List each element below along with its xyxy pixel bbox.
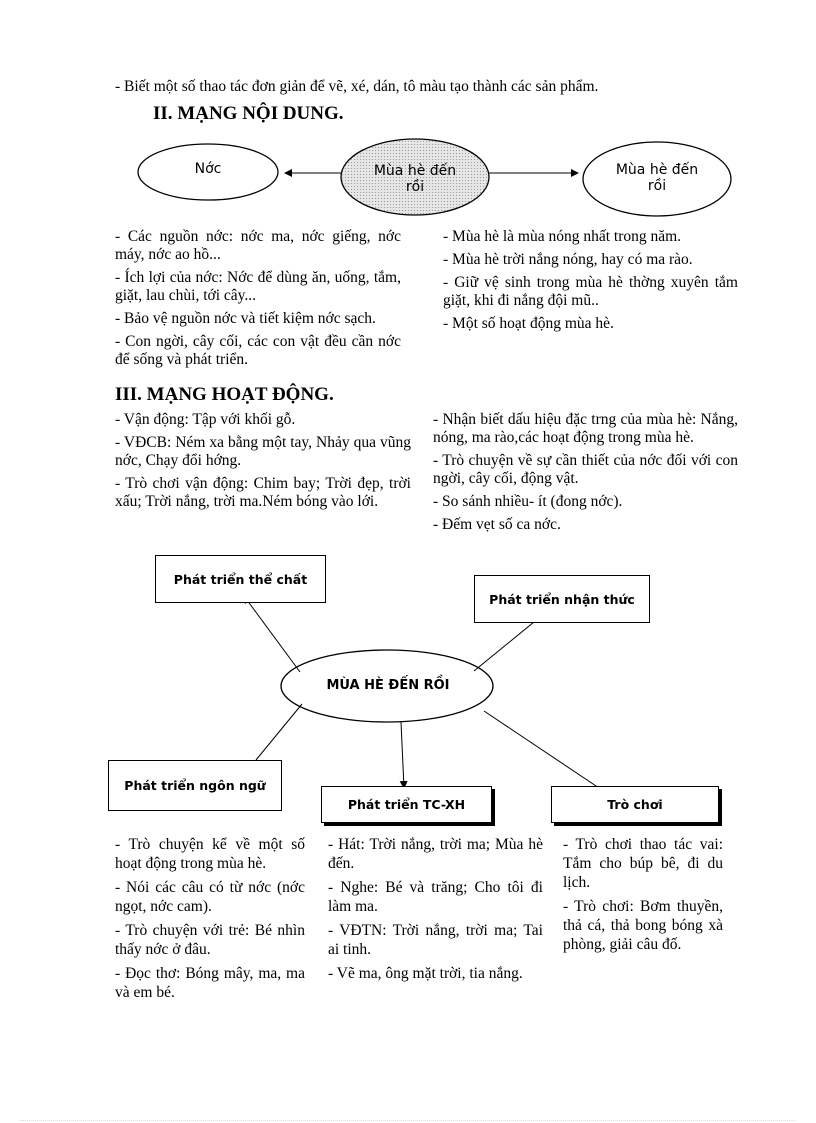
list-item: - Bảo vệ nguồn nớc và tiết kiệm nớc sạch.: [115, 310, 376, 327]
section2-title: II. MẠNG NỘI DUNG.: [153, 103, 344, 124]
list-item: - Vận động: Tập với khối gỗ.: [115, 411, 296, 428]
list-item: - Trò chơi thao tác vai: Tắm cho búp bê, đi du lịch.: [563, 836, 723, 891]
list-item: - Nói các câu có từ nớc (nớc ngọt, nớc cam).: [115, 879, 305, 915]
box-games: Trò chơi: [551, 786, 719, 823]
list-item: - Một số hoạt động mùa hè.: [443, 315, 614, 332]
physical-activity-list: [115, 411, 411, 516]
box-physical-development: Phát triển thể chất: [155, 555, 326, 603]
box-language-development: Phát triển ngôn ngữ: [108, 760, 282, 811]
arrow-to-social: [401, 722, 404, 788]
social-activity-list: [328, 835, 543, 988]
list-item: - Ích lợi của nớc: Nớc để dùng ăn, uống, tắm, giặt, lau chùi, tới cây...: [115, 269, 401, 304]
list-item: - Trò chuyện với trẻ: Bé nhìn thấy nớc ở đâu.: [115, 922, 305, 958]
line-to-language: [256, 704, 302, 760]
center-topic-label: Mùa hè đến rồi: [373, 163, 457, 195]
list-item: - Con ngời, cây cối, các con vật đều cần nớc để sống và phát triển.: [115, 333, 401, 368]
list-item: - Vẽ ma, ông mặt trời, tia nắng.: [328, 965, 523, 982]
list-item: - So sánh nhiều- ít (đong nớc).: [433, 493, 623, 510]
list-item: - Đọc thơ: Bóng mây, ma, ma và em bé.: [115, 965, 305, 1001]
cognitive-activity-list: [433, 411, 738, 539]
right-topic-label: Mùa hè đến rồi: [615, 162, 699, 194]
list-item: - Các nguồn nớc: nớc ma, nớc giếng, nớc máy, nớc ao hồ...: [115, 228, 401, 263]
box-cognitive-development: Phát triển nhận thức: [474, 575, 650, 623]
list-item: - Mùa hè trời nắng nóng, hay có ma rào.: [443, 251, 693, 268]
list-item: - Nhận biết dấu hiệu đặc trng của mùa hè: Nắng, nóng, ma rào,các hoạt động trong mùa hè.: [433, 411, 738, 446]
box-social-development: Phát triển TC-XH: [321, 786, 492, 823]
language-activity-list: [115, 835, 305, 1007]
list-item: - Trò chuyện kể về một số hoạt động trong mùa hè.: [115, 836, 305, 872]
summer-items-list: [443, 228, 738, 338]
activity-center-label: MÙA HÈ ĐẾN RỒI: [326, 678, 450, 693]
intro-line: - Biết một số thao tác đơn giản để vẽ, xé, dán, tô màu tạo thành các sản phẩm.: [115, 78, 599, 95]
section3-title: III. MẠNG HOẠT ĐỘNG.: [115, 384, 334, 405]
list-item: - Trò chơi: Bơm thuyền, thả cá, thả bong bóng xà phòng, giải câu đố.: [563, 898, 723, 953]
list-item: - Giữ vệ sinh trong mùa hè thờng xuyên tắm giặt, khi đi nắng đội mũ..: [443, 274, 738, 309]
arrow-to-physical: [244, 596, 300, 672]
games-activity-list: [563, 835, 723, 959]
list-item: - Trò chơi vận động: Chim bay; Trời đẹp, trời xấu; Trời nắng, trời ma.Ném bóng vào lới.: [115, 475, 411, 510]
list-item: - VĐTN: Trời nắng, trời ma; Tai ai tinh.: [328, 922, 543, 958]
left-topic-label: Nớc: [194, 161, 222, 177]
page-divider: [20, 1120, 796, 1121]
list-item: - Trò chuyện về sự cần thiết của nớc đối với con ngời, cây cối, động vật.: [433, 452, 738, 487]
list-item: - VĐCB: Ném xa bằng một tay, Nhảy qua vũng nớc, Chạy đổi hớng.: [115, 434, 411, 469]
list-item: - Mùa hè là mùa nóng nhất trong năm.: [443, 228, 682, 245]
list-item: - Hát: Trời nắng, trời ma; Mùa hè đến.: [328, 836, 543, 872]
list-item: - Đếm vẹt số ca nớc.: [433, 516, 561, 533]
water-items-list: [115, 228, 401, 374]
list-item: - Nghe: Bé và trăng; Cho tôi đi làm ma.: [328, 879, 543, 915]
